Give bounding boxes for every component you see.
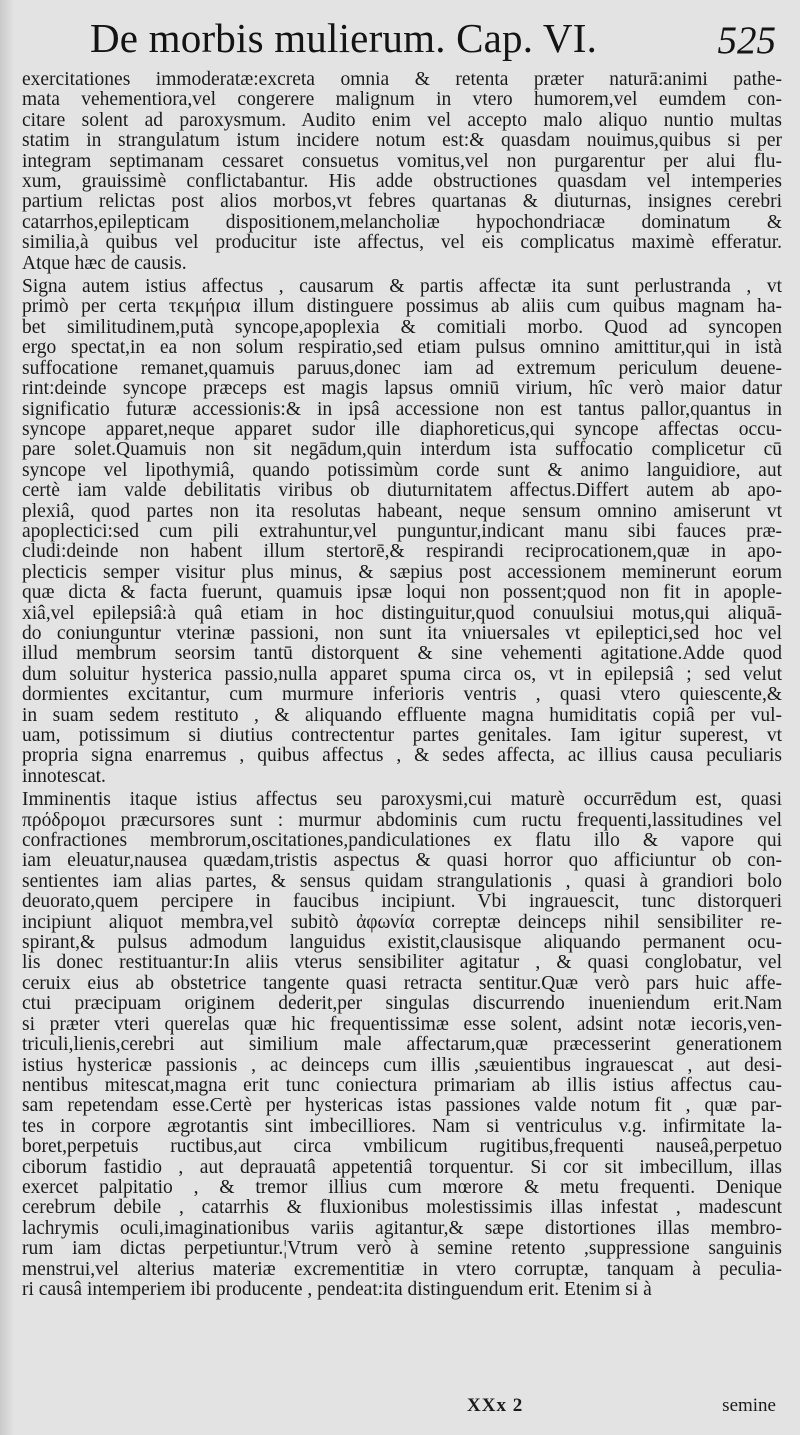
text-line: menstrui,vel alterius materiæ excrementitiæ in vtero corruptæ, tanquam à peculia-: [22, 1259, 782, 1280]
signature-mark: XXx 2: [467, 1395, 524, 1416]
text-line: spirant,& pulsus admodum languidus existit,clausisque aliquando permanent ocu-: [22, 933, 782, 954]
text-line: incipiunt aliquot membra,vel subitò ἀφωνία correptæ deinceps nihil sensibiliter re-: [22, 912, 782, 933]
text-line: ctui præcipuam originem dederit,per singulas discurrendo inueniendum erit.Nam: [22, 994, 782, 1015]
text-line: propria signa enarremus , quibus affectus , & sedes affecta, ac illius causa peculiaris: [22, 746, 782, 767]
text-line: illud membrum seorsim tantū distorquent & sine vehementi agitatione.Adde quod: [22, 644, 782, 665]
text-line: rint:deinde syncope præceps est magis lapsus omniū virium, hîc verò maior datur: [22, 379, 782, 400]
text-line: suffocatione remanet,quamuis paruus,donec iam ad extremum periculum deuene-: [22, 358, 782, 379]
text-line: xiâ,vel epilepsiâ:à quâ etiam in hoc distinguitur,quod conuulsiui motus,qui aliquā-: [22, 603, 782, 624]
text-line: cludi:deinde non habent illum stertorē,& respirandi reciprocationem,quæ in apo-: [22, 542, 782, 563]
text-line: lis donec restituantur:In aliis vterus sensibiliter agitatur , & quasi conglobatur, vel: [22, 953, 782, 974]
text-line: quæ dicta & facta fuerunt, quamuis ipsæ loqui non possent;quod non fit in apople-: [22, 583, 782, 604]
paragraph: [22, 277, 782, 787]
text-line: statim in strangulatum istum incidere notum est:& quasdam nouimus,quibus si per: [22, 131, 782, 152]
text-line: boret,perpetuis ructibus,aut circa vmbilicum rugitibus,frequenti nauseâ,perpetuo: [22, 1137, 782, 1158]
text-line: similia,à quibus vel producitur iste affectus, vel eis complicatus maximè efferatur.: [22, 233, 782, 254]
text-line: rum iam dictas perpetiuntur.¦Vtrum verò à semine retento ,suppressione sanguinis: [22, 1239, 782, 1260]
text-line: plecticis semper visitur plus minus, & sæpius post accessionem meminerunt eorum: [22, 562, 782, 583]
text-line: nentibus mitescat,magna erit tunc coniectura primariam ab illis istius affectus cau-: [22, 1075, 782, 1096]
running-title: De morbis mulierum. Cap. VI.: [90, 15, 598, 61]
text-line: pare solet.Quamuis non sit negādum,quin interdum ista suffocatio complicetur cū: [22, 440, 782, 461]
text-line: triculi,lienis,cerebri aut similium male affectarum,quæ præcesserint generationem: [22, 1035, 782, 1056]
text-line: Imminentis itaque istius affectus seu paroxysmi,cui maturè occurrēdum est, quasi: [22, 790, 782, 811]
text-line: exercet palpitatio , & tremor illius cum mœrore & metu frequenti. Denique: [22, 1177, 782, 1198]
text-line: ceruix eius ab obstetrice tangente quasi retracta sentitur.Quæ verò pars huic affe-: [22, 973, 782, 994]
text-line: deuorato,quem percipere in faucibus incipiunt. Vbi ingrauescit, tunc distorqueri: [22, 892, 782, 913]
text-line: syncope vel lipothymiâ, quando potissimùm corde sunt & animo languidiore, aut: [22, 460, 782, 481]
text-line: Signa autem istius affectus , causarum & partis affectæ ita sunt perlustranda , vt: [22, 277, 782, 298]
text-line: cerebrum debile , catarrhis & fluxionibus molestissimis illas infestat , madescunt: [22, 1198, 782, 1219]
text-line: bet similitudinem,putà syncope,apoplexia & comitiali morbo. Quod ad syncopen: [22, 317, 782, 338]
text-line: confractiones membrorum,oscitationes,pandiculationes ex flatu illo & vapore qui: [22, 831, 782, 852]
text-line: integram septimanam cessaret consuetus vomitus,vel non purgarentur per alui flu-: [22, 151, 782, 172]
text-line: πρόδρομοι præcursores sunt : murmur abdominis cum ructu frequenti,lassitudines vel: [22, 810, 782, 831]
text-line: ri causâ intemperiem ibi producente , pendeat:ita distinguendum erit. Etenim si à: [22, 1279, 652, 1300]
text-line: iam eleuatur,nausea quædam,tristis aspectus & quasi horror quo afficiuntur ob con-: [22, 851, 782, 872]
text-line: certè iam valde debilitatis viribus ob diuturnitatem affectus.Differt autem ab apo-: [22, 481, 782, 502]
text-line: in suam sedem restituto , & aliquando effluente magna humiditatis copiâ per vul-: [22, 705, 782, 726]
catchword: semine: [722, 1395, 776, 1416]
text-line: significatio futuræ accessionis:& in ipsâ accessione non est tantus pallor,quantus in: [22, 399, 782, 420]
text-line: ergo spectat,in ea non solum respiratio,sed etiam pulsus omnino amittitur,qui in istà: [22, 338, 782, 359]
text-line: plexiâ, quod partes non ita resolutas habeant, neque sensum omnino amiserunt vt: [22, 501, 782, 522]
text-line: istius hystericæ passionis , ac deinceps cum illis ,sæuientibus ingrauescat , aut desi-: [22, 1055, 782, 1076]
text-line: xum, grauissimè conflictabantur. His adde obstructiones quasdam vel intemperies: [22, 172, 782, 193]
paragraph: [22, 70, 782, 274]
paragraph: [22, 790, 782, 1300]
text-line: uam, potissimum si diutius contrectentur partes genitales. Iam igitur superest, vt: [22, 726, 782, 746]
body-text: [22, 70, 782, 1300]
text-line: Atque hæc de causis.: [22, 253, 187, 274]
text-line: exercitationes immoderatæ:excreta omnia & retenta præter naturā:animi pathe-: [22, 70, 782, 90]
page-number: 525: [717, 19, 776, 62]
text-line: mata vehementiora,vel congerere malignum in vtero humorem,vel eumdem con-: [22, 90, 782, 111]
page-footer: [0, 1395, 800, 1419]
text-line: sentientes iam alias partes, & sensus quidam strangulationis , quasi à grandiori bolo: [22, 871, 782, 892]
text-line: lachrymis oculi,imaginationibus variis agitantur,& sæpe distortiones illas membro-: [22, 1218, 782, 1239]
text-line: primò per certa τεκμήρια illum distinguere possimus ab aliis cum quibus magnam ha-: [22, 297, 782, 318]
text-line: dormientes excitantur, cum murmure inferioris ventris , quasi vtero quiescente,&: [22, 685, 782, 706]
text-line: dum soluitur hysterica passio,nulla apparet spuma circa os, vt in epilepsiâ ; sed velut: [22, 664, 782, 685]
text-line: innotescat.: [22, 766, 106, 787]
page-header: [22, 8, 782, 70]
text-line: sam repetendam esse.Certè per hystericas istas passiones valde notum fit , quæ par-: [22, 1096, 782, 1117]
text-line: do coniunguntur vterinæ passioni, non sunt ita vniuersales vt epileptici,sed hoc vel: [22, 623, 782, 644]
text-line: citare solent ad paroxysmum. Audito enim vel accepto malo aliquo nuntio multas: [22, 110, 782, 131]
text-line: ciborum fastidio , aut deprauatâ appetentiâ torquentur. Si cor sit imbecillum, illas: [22, 1157, 782, 1178]
text-line: si præter vteri querelas quæ hic frequentissimæ esse solent, adsint notæ iecoris,ven-: [22, 1014, 782, 1035]
text-line: syncope apparet,neque apparet sudor ille diaphoreticus,qui syncope affectas occu-: [22, 419, 782, 440]
text-line: partium relictas post alios morbos,vt febres quartanas & diuturnas, insignes cerebri: [22, 192, 782, 213]
text-line: tes in corpore ægrotantis sint imbecilliores. Nam si ventriculus v.g. infirmitate la-: [22, 1116, 782, 1137]
text-line: catarrhos,epilepticam dispositionem,melancholiæ hypochondriacæ dominatum &: [22, 212, 782, 233]
text-line: apoplectici:sed cum pili extrahuntur,vel punguntur,indicant manu sibi fauces præ-: [22, 521, 782, 542]
